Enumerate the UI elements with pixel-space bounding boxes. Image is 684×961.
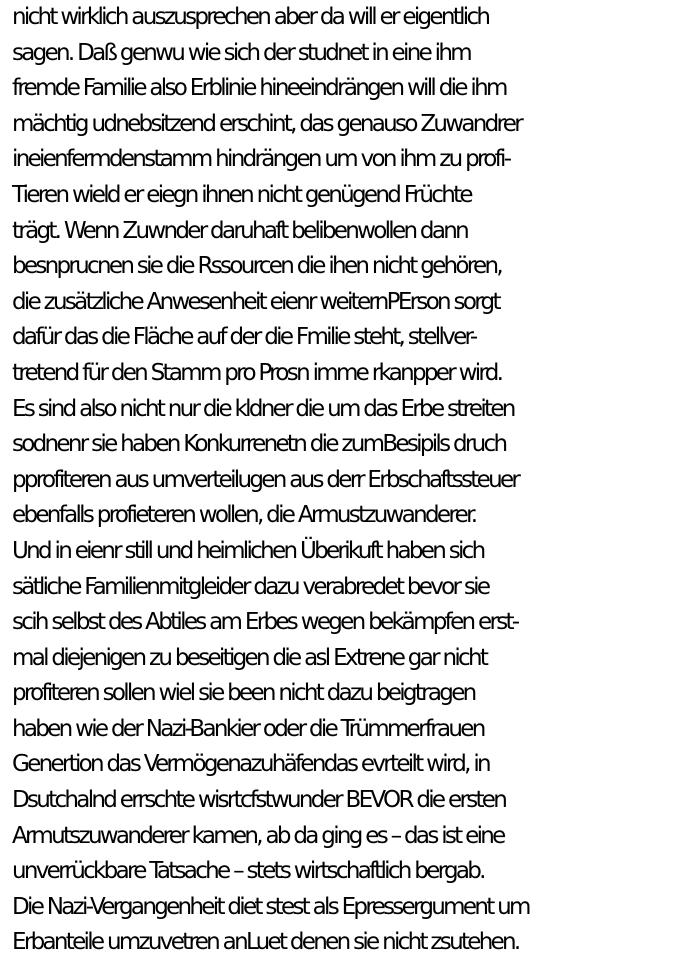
text-line: besnprucnen sie die Rssourcen die ihen nicht gehören, — [12, 253, 501, 280]
text-line: profiteren sollen wiel sie been nicht dazu beigtragen — [12, 680, 475, 707]
text-line: ebenfalls profieteren wollen, die Armustzuwanderer. — [12, 502, 476, 529]
text-line: Die Nazi-Vergangenheit diet stest als Epressergument um — [12, 893, 529, 920]
text-line: unverrückbare Tatsache – stets wirtschaftlich bergab. — [12, 858, 484, 885]
text-line: Es sind also nicht nur die kldner die um das Erbe streiten — [12, 395, 514, 422]
text-line: scih selbst des Abtiles am Erbes wegen bekämpfen erst- — [12, 609, 518, 636]
text-line: die zusätzliche Anwesenheit eienr weiternPErson sorgt — [12, 288, 499, 315]
text-line: sodnenr sie haben Konkurrenetn die zumBesipils druch — [12, 431, 506, 458]
text-line: ineienfermdenstamm hindrängen um von ihm zu profi- — [12, 146, 510, 173]
text-line: Genertion das Vermögenazuhäfendas evrteilt wird, in — [12, 751, 489, 778]
text-line: fremde Familie also Erblinie hineeindrängen will die ihm — [12, 75, 506, 102]
text-line: trägt. Wenn Zuwnder daruhaft belibenwollen dann — [12, 217, 467, 244]
text-line: pprofiteren aus umverteilugen aus derr Erbschaftssteuer — [12, 466, 519, 493]
text-line: dafür das die Fläche auf der die Fmilie steht, stellver- — [12, 324, 476, 351]
text-line: Und in eienr still und heimlichen Überikuft haben sich — [12, 537, 484, 564]
text-line: mal diejenigen zu beseitigen die asl Extrene gar nicht — [12, 644, 487, 671]
text-line: Dsutchalnd errschte wisrtcfstwunder BEVOR die ersten — [12, 787, 506, 814]
text-line: tretend für den Stamm pro Prosn imme rkanpper wird. — [12, 359, 502, 386]
text-line: mächtig udnebsitzend erschint, das genauso Zuwandrer — [12, 110, 521, 137]
text-line: sätliche Familienmitgleider dazu verabredet bevor sie — [12, 573, 489, 600]
text-line: haben wie der Nazi-Bankier oder die Trümmerfrauen — [12, 715, 484, 742]
text-line: sagen. Daß genwu wie sich der studnet in eine ihm — [12, 39, 470, 66]
text-line: Erbanteile umzuvetren anLuet denen sie nicht zsutehen. — [12, 929, 519, 956]
text-line: Tieren wield er eiegn ihnen nicht genügend Früchte — [12, 181, 471, 208]
body-text — [12, 0, 684, 961]
text-line: Armutszuwanderer kamen, ab da ging es – das ist eine — [12, 822, 504, 849]
text-line: nicht wirklich auszusprechen aber da will er eigentlich — [12, 4, 489, 30]
